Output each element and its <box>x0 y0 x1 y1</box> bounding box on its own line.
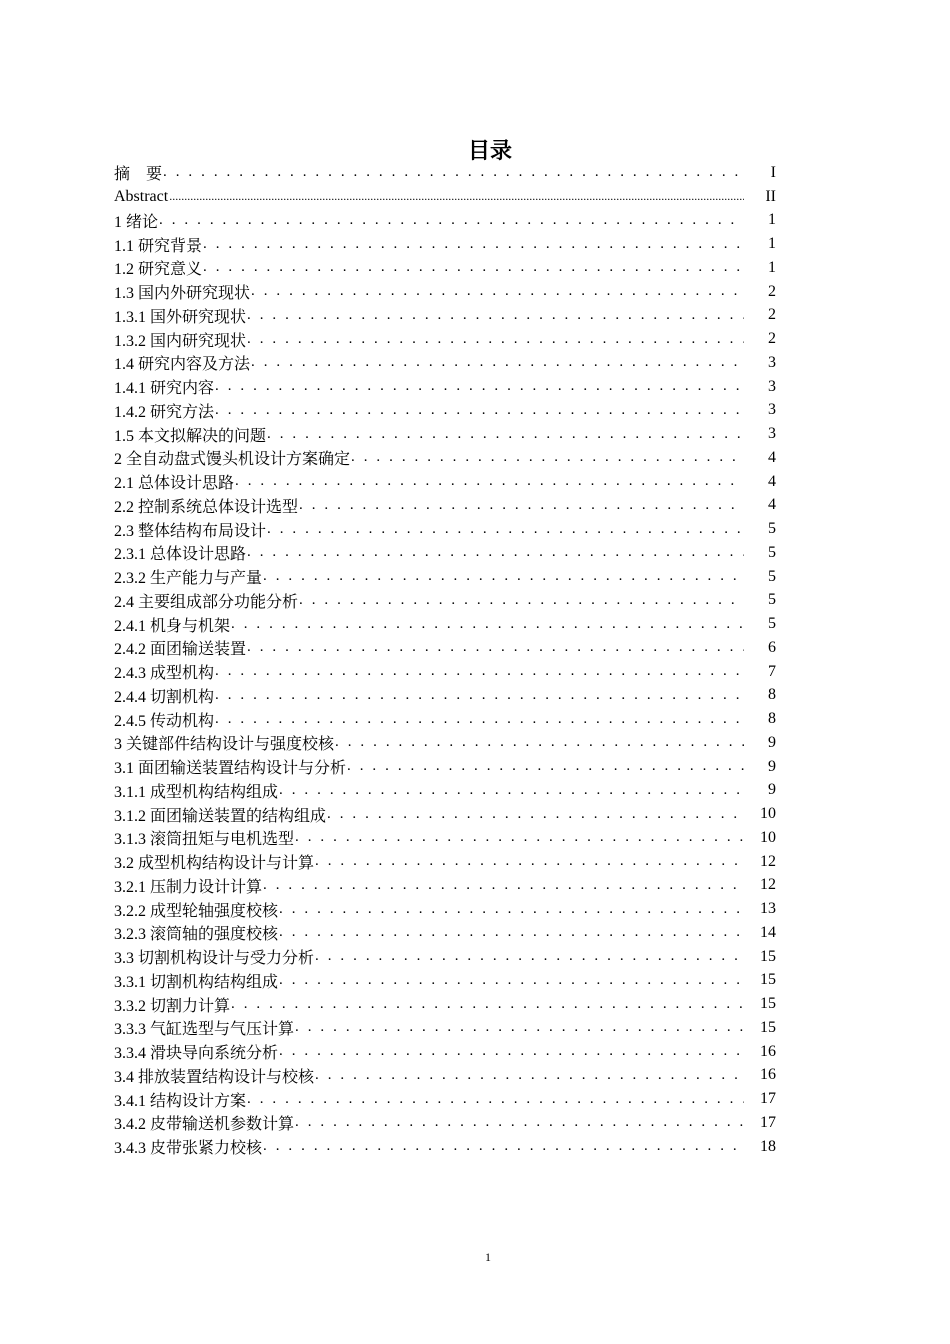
toc-entry-page: 4 <box>768 448 776 466</box>
page-title: 目录 <box>467 138 512 164</box>
toc-entry-title: 3.2.1 压制力设计计算 <box>114 878 263 896</box>
toc-entry-title: 2.3.2 生产能力与产量 <box>114 570 263 588</box>
toc-dot-leader <box>315 1067 744 1084</box>
toc-entry-title: 1.2 研究意义 <box>114 261 203 279</box>
toc-entry[interactable] <box>114 232 776 256</box>
toc-entry-title: Abstract <box>114 187 169 205</box>
toc-dot-leader <box>279 972 744 989</box>
toc-entry-title: 2.4.2 面团输送装置 <box>114 641 247 659</box>
toc-dot-leader <box>203 259 744 276</box>
toc-entry-page: 8 <box>768 686 776 704</box>
toc-entry-page: 8 <box>768 710 776 728</box>
toc-dot-leader <box>327 806 744 823</box>
toc-entry-page: 16 <box>760 1066 776 1084</box>
toc-entry-title: 3.4.2 皮带输送机参数计算 <box>114 1116 295 1134</box>
toc-entry-title: 3.4.1 结构设计方案 <box>114 1092 247 1110</box>
toc-entry-title: 3.4.3 皮带张紧力校核 <box>114 1140 263 1158</box>
toc-entry-title: 2.4 主要组成部分功能分析 <box>114 593 299 611</box>
toc-entry-title: 2.3.1 总体设计思路 <box>114 546 247 564</box>
toc-entry-title: 2.3 整体结构布局设计 <box>114 522 267 540</box>
toc-entry-title: 摘 要 <box>114 166 163 184</box>
toc-entry-title: 1.3 国内外研究现状 <box>114 285 251 303</box>
toc-entry[interactable] <box>114 707 776 731</box>
toc-entry-page: 13 <box>760 900 776 918</box>
toc-entry-page: 14 <box>760 923 776 941</box>
toc-entry-title: 1.4.1 研究内容 <box>114 380 215 398</box>
toc-entry-page: 3 <box>768 377 776 395</box>
toc-dot-leader <box>203 236 744 253</box>
toc-entry[interactable] <box>114 256 776 280</box>
toc-dot-leader <box>347 758 744 775</box>
toc-entry-title: 3 关键部件结构设计与强度校核 <box>114 736 335 754</box>
toc-entry[interactable] <box>114 422 776 446</box>
toc-dot-leader <box>215 711 744 728</box>
toc-entry-page: 3 <box>768 425 776 443</box>
toc-dot-leader <box>163 164 744 181</box>
toc-entry[interactable] <box>114 589 776 613</box>
toc-entry[interactable] <box>114 375 776 399</box>
toc-entry[interactable] <box>114 755 776 779</box>
toc-dot-leader <box>295 1114 744 1131</box>
toc-dot-leader <box>279 901 744 918</box>
toc-dot-leader <box>247 307 744 324</box>
toc-dot-leader <box>299 592 744 609</box>
toc-entry[interactable] <box>114 921 776 945</box>
toc-entry-title: 1.4 研究内容及方法 <box>114 356 251 374</box>
toc-dot-leader <box>267 426 744 443</box>
toc-entry-title: 1.1 研究背景 <box>114 237 203 255</box>
toc-entry[interactable] <box>114 874 776 898</box>
toc-entry-page: II <box>765 187 776 205</box>
toc-entry[interactable] <box>114 304 776 328</box>
toc-entry-title: 2.1 总体设计思路 <box>114 475 235 493</box>
toc-entry-title: 1.4.2 研究方法 <box>114 403 215 421</box>
toc-entry[interactable] <box>114 1087 776 1111</box>
toc-entry-page: 9 <box>768 781 776 799</box>
toc-entry-page: 15 <box>760 995 776 1013</box>
toc-entry-page: 18 <box>760 1137 776 1155</box>
toc-dot-leader <box>247 1091 744 1108</box>
toc-entry[interactable] <box>114 992 776 1016</box>
toc-entry[interactable] <box>114 541 776 565</box>
toc-entry-title: 2.2 控制系统总体设计选型 <box>114 498 299 516</box>
toc-dot-leader <box>215 378 744 395</box>
toc-entry[interactable] <box>114 1135 776 1159</box>
toc-entry-page: 5 <box>768 520 776 538</box>
toc-entry[interactable] <box>114 209 776 233</box>
toc-entry-page: 12 <box>760 876 776 894</box>
toc-entry-title: 3.3.4 滑块导向系统分析 <box>114 1045 279 1063</box>
toc-dot-leader <box>159 212 744 229</box>
toc-entry[interactable] <box>114 969 776 993</box>
toc-entry[interactable] <box>114 517 776 541</box>
toc-dot-leader <box>279 1043 744 1060</box>
toc-dot-leader <box>279 924 744 941</box>
toc-entry[interactable] <box>114 351 776 375</box>
toc-entry-page: 1 <box>768 258 776 276</box>
toc-dot-leader <box>215 663 744 680</box>
toc-entry[interactable] <box>114 280 776 304</box>
toc-entry-title: 3.3.2 切割力计算 <box>114 997 231 1015</box>
toc-entry-page: 9 <box>768 733 776 751</box>
toc-entry-page: 4 <box>768 496 776 514</box>
toc-entry-page: 5 <box>768 615 776 633</box>
toc-entry[interactable] <box>114 327 776 351</box>
toc-dot-leader <box>251 283 744 300</box>
toc-entry-title: 1.3.1 国外研究现状 <box>114 308 247 326</box>
toc-dot-leader <box>247 331 744 348</box>
toc-entry[interactable] <box>114 612 776 636</box>
toc-entry-page: 12 <box>760 852 776 870</box>
toc-dot-leader <box>169 189 744 204</box>
toc-entry-title: 3.3 切割机构设计与受力分析 <box>114 950 315 968</box>
toc-entry[interactable] <box>114 660 776 684</box>
toc-entry-page: 2 <box>768 306 776 324</box>
toc-entry[interactable] <box>114 684 776 708</box>
toc-entry-page: 15 <box>760 971 776 989</box>
toc-dot-leader <box>351 449 744 466</box>
toc-entry-page: 2 <box>768 330 776 348</box>
page-number: 1 <box>485 1250 491 1264</box>
toc-entry[interactable] <box>114 494 776 518</box>
toc-entry-page: 5 <box>768 567 776 585</box>
toc-entry-page: 15 <box>760 947 776 965</box>
toc-dot-leader <box>295 829 744 846</box>
toc-dot-leader <box>295 1019 744 1036</box>
toc-entry-page: 3 <box>768 353 776 371</box>
toc-entry-title: 3.3.3 气缸选型与气压计算 <box>114 1021 295 1039</box>
toc-dot-leader <box>315 853 744 870</box>
toc-entry-page: 17 <box>760 1113 776 1131</box>
toc-entry-title: 2 全自动盘式馒头机设计方案确定 <box>114 451 351 469</box>
toc-entry[interactable] <box>114 1111 776 1135</box>
table-of-contents <box>114 161 776 1159</box>
toc-entry[interactable] <box>114 1040 776 1064</box>
toc-dot-leader <box>231 616 744 633</box>
toc-entry-title: 2.4.1 机身与机架 <box>114 617 231 635</box>
toc-dot-leader <box>215 687 744 704</box>
toc-entry[interactable] <box>114 185 776 209</box>
toc-dot-leader <box>263 1138 744 1155</box>
toc-entry-page: 1 <box>768 235 776 253</box>
toc-dot-leader <box>215 402 744 419</box>
toc-entry-title: 2.4.4 切割机构 <box>114 688 215 706</box>
toc-dot-leader <box>251 354 744 371</box>
toc-entry[interactable] <box>114 779 776 803</box>
toc-entry-page: 15 <box>760 1018 776 1036</box>
toc-entry-title: 3.2.3 滚筒轴的强度校核 <box>114 926 279 944</box>
toc-entry[interactable] <box>114 636 776 660</box>
toc-entry-title: 3.1.1 成型机构结构组成 <box>114 783 279 801</box>
toc-entry[interactable] <box>114 470 776 494</box>
toc-entry-page: I <box>770 163 776 181</box>
toc-entry[interactable] <box>114 897 776 921</box>
toc-entry[interactable] <box>114 565 776 589</box>
toc-entry[interactable] <box>114 731 776 755</box>
toc-entry-title: 3.1.2 面团输送装置的结构组成 <box>114 807 327 825</box>
toc-entry-page: 7 <box>768 662 776 680</box>
toc-entry[interactable] <box>114 826 776 850</box>
toc-dot-leader <box>263 568 744 585</box>
toc-entry-title: 3.1.3 滚筒扭矩与电机选型 <box>114 831 295 849</box>
toc-entry[interactable] <box>114 446 776 470</box>
toc-dot-leader <box>315 948 744 965</box>
toc-entry-page: 6 <box>768 638 776 656</box>
toc-entry-title: 3.4 排放装置结构设计与校核 <box>114 1068 315 1086</box>
toc-entry[interactable] <box>114 1016 776 1040</box>
toc-entry-title: 1 绪论 <box>114 213 159 231</box>
toc-entry-page: 10 <box>760 828 776 846</box>
toc-dot-leader <box>267 521 744 538</box>
toc-dot-leader <box>335 734 744 751</box>
toc-dot-leader <box>247 544 744 561</box>
toc-entry[interactable] <box>114 802 776 826</box>
toc-entry-page: 3 <box>768 401 776 419</box>
toc-dot-leader <box>235 473 744 490</box>
toc-entry[interactable] <box>114 945 776 969</box>
toc-entry[interactable] <box>114 399 776 423</box>
toc-entry-title: 3.1 面团输送装置结构设计与分析 <box>114 760 347 778</box>
toc-entry-title: 3.3.1 切割机构结构组成 <box>114 973 279 991</box>
toc-entry-page: 16 <box>760 1042 776 1060</box>
toc-dot-leader <box>279 782 744 799</box>
toc-entry[interactable] <box>114 850 776 874</box>
toc-entry-page: 10 <box>760 805 776 823</box>
toc-entry-title: 1.3.2 国内研究现状 <box>114 332 247 350</box>
toc-entry-page: 1 <box>768 211 776 229</box>
toc-entry-page: 2 <box>768 282 776 300</box>
toc-entry-title: 3.2.2 成型轮轴强度校核 <box>114 902 279 920</box>
toc-dot-leader <box>263 877 744 894</box>
toc-entry-page: 5 <box>768 543 776 561</box>
toc-entry[interactable] <box>114 1064 776 1088</box>
toc-entry[interactable] <box>114 161 776 185</box>
toc-dot-leader <box>299 497 744 514</box>
toc-dot-leader <box>231 996 744 1013</box>
toc-entry-page: 9 <box>768 757 776 775</box>
toc-entry-page: 4 <box>768 472 776 490</box>
toc-entry-title: 3.2 成型机构结构设计与计算 <box>114 855 315 873</box>
toc-entry-title: 1.5 本文拟解决的问题 <box>114 427 267 445</box>
toc-entry-title: 2.4.3 成型机构 <box>114 665 215 683</box>
toc-dot-leader <box>247 639 744 656</box>
toc-entry-page: 17 <box>760 1090 776 1108</box>
toc-entry-title: 2.4.5 传动机构 <box>114 712 215 730</box>
toc-entry-page: 5 <box>768 591 776 609</box>
